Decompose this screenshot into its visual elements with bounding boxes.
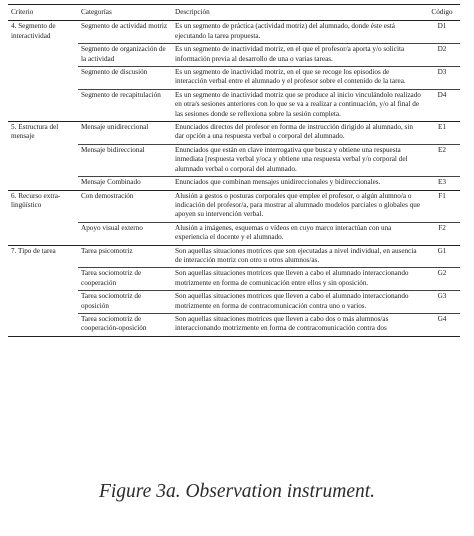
- table-row: [8, 190, 460, 222]
- code-cell: F1: [424, 190, 460, 222]
- header-categorias: Categorías: [78, 5, 172, 21]
- description-cell: Es un segmento de práctica (actividad motriz) del alumnado, donde éste está ejecutando la tarea propuesta.: [172, 21, 424, 44]
- category-cell: Mensaje Combinado: [78, 177, 172, 190]
- header-row: [8, 5, 460, 21]
- category-cell: Con demostración: [78, 190, 172, 222]
- category-cell: Segmento de organización de la actividad: [78, 44, 172, 67]
- category-cell: Segmento de recapitulación: [78, 89, 172, 121]
- description-cell: Son aquellas situaciones motrices que lleven a cabo dos o más alumnos/as interaccionando motrizmente en forma de contracomunicación contra dos: [172, 313, 424, 336]
- description-cell: Es un segmento de inactividad motriz, en el que se recoge los episodios de interacción verbal entre el alumnado y el profesor sobre el contenido de la tarea.: [172, 67, 424, 90]
- criterion-cell: 4. Segmento de interactividad: [8, 21, 78, 122]
- observation-instrument-table: [8, 4, 460, 337]
- category-cell: Mensaje unidireccional: [78, 122, 172, 145]
- code-cell: D3: [424, 67, 460, 90]
- header-descripcion: Descripción: [172, 5, 424, 21]
- header-codigo: Código: [424, 5, 460, 21]
- observation-instrument-table-wrapper: [8, 4, 460, 337]
- code-cell: G2: [424, 268, 460, 291]
- description-cell: Enunciados que están en clave interrogativa que busca y obtiene una respuesta inmediata [respuesta verbal y/oca y obtiene una respuesta verbal y/o corporal del alumnado verbal o corporal del alumnado.: [172, 144, 424, 176]
- description-cell: Son aquellas situaciones motrices que lleven a cabo el alumnado interaccionando motrizmente en forma de comunicación entre ellos y sin oposición.: [172, 268, 424, 291]
- code-cell: G4: [424, 313, 460, 336]
- description-cell: Alusión a imágenes, esquemas o vídeos en cuyo marco interactúan con una experiencia el docente y el alumnado.: [172, 222, 424, 245]
- description-cell: Enunciados directos del profesor en forma de instrucción dirigido al alumnado, sin dar opción a una respuesta verbal o corporal del alumnado.: [172, 122, 424, 145]
- table-body: [8, 21, 460, 336]
- category-cell: Tarea psicomotriz: [78, 245, 172, 268]
- code-cell: D2: [424, 44, 460, 67]
- code-cell: D4: [424, 89, 460, 121]
- code-cell: E1: [424, 122, 460, 145]
- code-cell: F2: [424, 222, 460, 245]
- code-cell: E2: [424, 144, 460, 176]
- description-cell: Alusión a gestos o posturas corporales que emplee el profesor, o algún alumno/a o indicación del profesor/a, para mostrar al alumnado modelos parciales o globales que apoyen su intervención verbal.: [172, 190, 424, 222]
- figure-caption: Figure 3a. Observation instrument.: [98, 481, 376, 502]
- description-cell: Es un segmento de inactividad motriz que se produce al inicio vinculándolo realizado en otra/s sesiones anteriores con lo que se va a realizar a continuación, y/o al final de las sesiones donde se reflexiona sobre la sesión completa.: [172, 89, 424, 121]
- table-row: [8, 21, 460, 44]
- category-cell: Mensaje bidireccional: [78, 144, 172, 176]
- category-cell: Tarea sociomotriz de oposición: [78, 291, 172, 314]
- code-cell: G3: [424, 291, 460, 314]
- code-cell: D1: [424, 21, 460, 44]
- table-row: [8, 122, 460, 145]
- criterion-cell: 7. Tipo de tarea: [8, 245, 78, 336]
- table-row: [8, 245, 460, 268]
- code-cell: E3: [424, 177, 460, 190]
- category-cell: Apoyo visual externo: [78, 222, 172, 245]
- category-cell: Segmento de discusión: [78, 67, 172, 90]
- table-header: [8, 5, 460, 21]
- description-cell: Es un segmento de inactividad motriz, en el que el profesor/a aporta y/o solicita información previa al desarrollo de una o varias tareas.: [172, 44, 424, 67]
- category-cell: Tarea sociomotriz de cooperación-oposición: [78, 313, 172, 336]
- header-criterio: Criterio: [8, 5, 78, 21]
- description-cell: Son aquellas situaciones motrices que son ejecutadas a nivel individual, en ausencia de interacción motriz con otro u otros alumnos/as.: [172, 245, 424, 268]
- criterion-cell: 5. Estructura del mensaje: [8, 122, 78, 190]
- category-cell: Tarea sociomotriz de cooperación: [78, 268, 172, 291]
- criterion-cell: 6. Recurso extra-lingüístico: [8, 190, 78, 245]
- description-cell: Son aquellas situaciones motrices que lleven a cabo el alumnado interaccionando motrizmente en forma de contracomunicación contra uno o varios.: [172, 291, 424, 314]
- description-cell: Enunciados que combinan mensajes unidireccionales y bidireccionales.: [172, 177, 424, 190]
- category-cell: Segmento de actividad motriz: [78, 21, 172, 44]
- code-cell: G1: [424, 245, 460, 268]
